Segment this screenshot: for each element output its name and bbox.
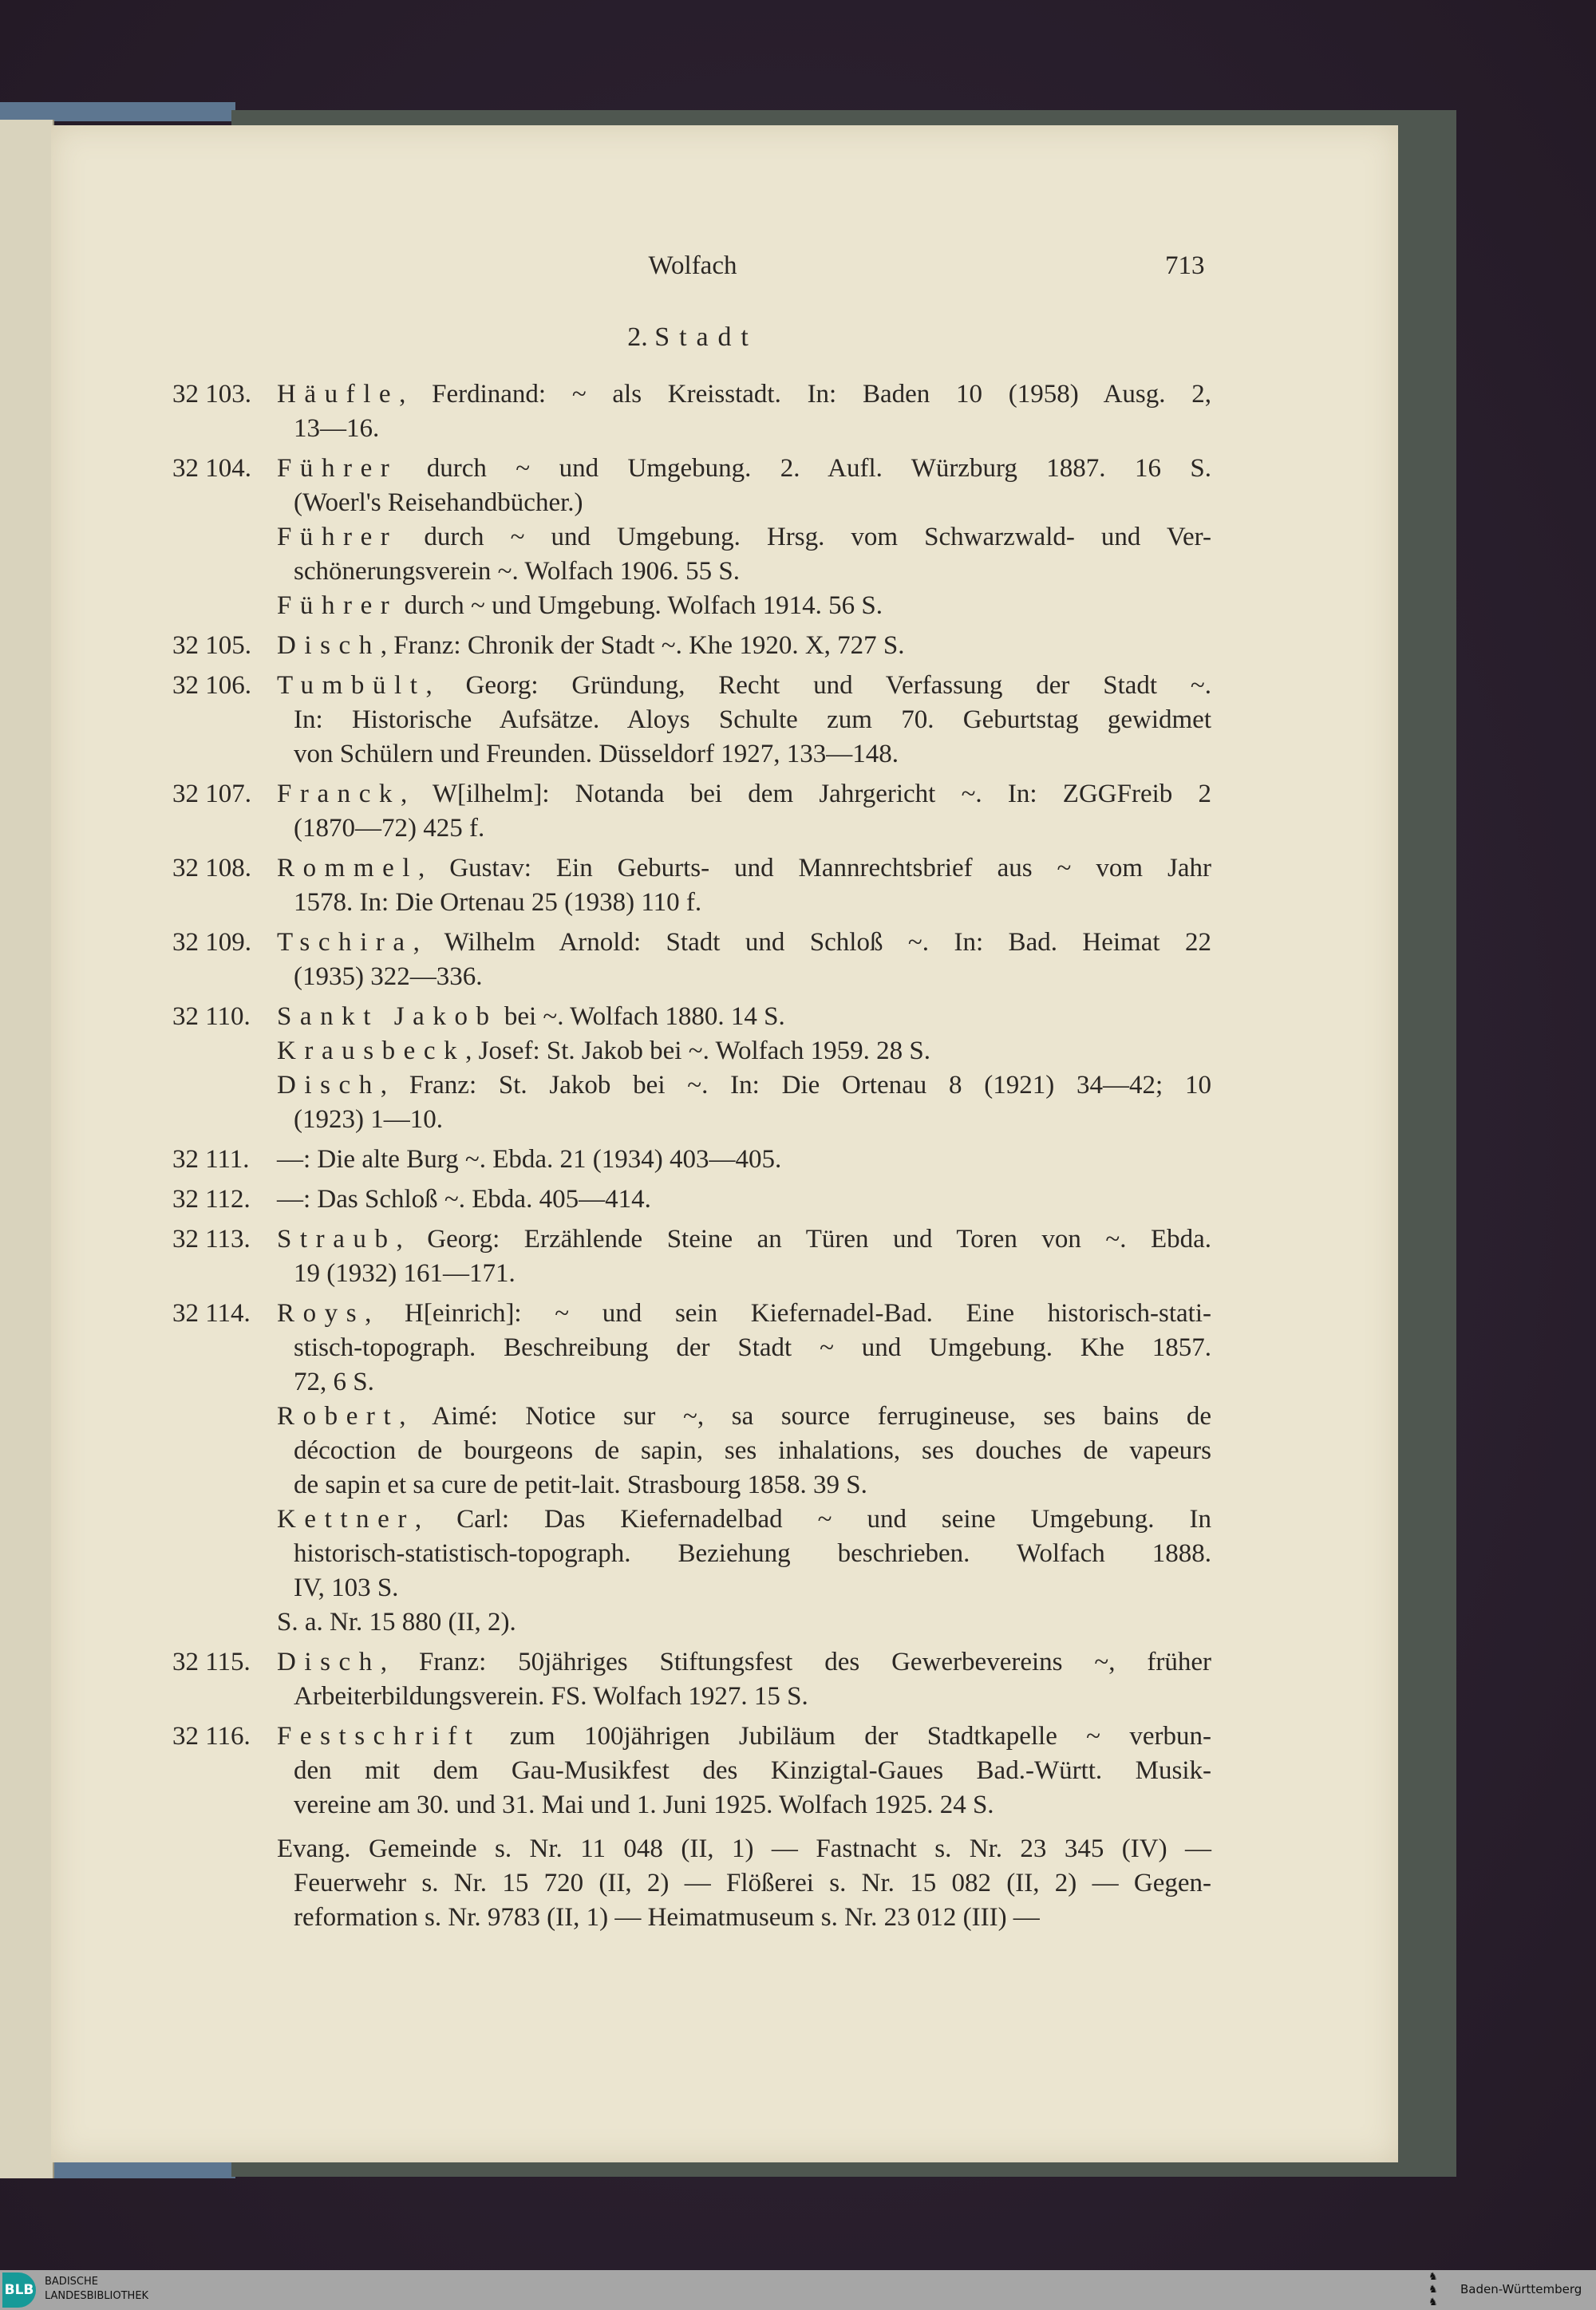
entry-line (277, 1297, 1211, 1331)
author-name: Krausbeck (277, 1037, 466, 1065)
entry-text: durch ~ und Umgebung. Hrsg. vom Schwarzwald- und Ver- (397, 523, 1211, 551)
entry-text: , Gustav: Ein Geburts- und Mannrechtsbrief aus ~ vom Jahr (418, 854, 1211, 883)
entry-number: 32 110. (172, 1002, 251, 1031)
author-name: Rommel (277, 854, 419, 883)
entry-line: (1923) 1—10. (294, 1105, 443, 1134)
entry-line: décoction de bourgeons de sapin, ses inhalations, ses douches de vapeurs (294, 1436, 1211, 1465)
entry-line: 13—16. (294, 414, 380, 443)
entry-number: 32 103. (172, 380, 251, 409)
entry-number: 32 113. (172, 1225, 251, 1254)
entry-paragraph (277, 669, 1211, 772)
bibliography-entry (172, 1645, 1211, 1714)
entry-line (277, 1605, 1211, 1640)
entry-paragraph (277, 1183, 1211, 1217)
entry-line (277, 1000, 1211, 1034)
entry-line (277, 629, 1211, 663)
entry-number: 32 107. (172, 780, 251, 808)
entry-paragraph (277, 1605, 1211, 1640)
entry-paragraph (277, 1400, 1211, 1502)
entry-paragraph (277, 851, 1211, 920)
entry-number: 32 115. (172, 1648, 251, 1676)
entry-paragraph (277, 1720, 1211, 1822)
library-name-line1: BADISCHE (45, 2276, 98, 2288)
bibliography-entry (172, 629, 1211, 663)
bibliography-entry (172, 1222, 1211, 1291)
facing-page-edge (0, 120, 54, 2178)
entry-line: reformation s. Nr. 9783 (II, 1) — Heimatmuseum s. Nr. 23 012 (III) — (294, 1903, 1040, 1932)
author-name: Tumbült (277, 671, 426, 700)
entry-line: Feuerwehr s. Nr. 15 720 (II, 2) — Flößerei s. Nr. 15 082 (II, 2) — Gegen- (294, 1869, 1211, 1897)
entry-paragraph (277, 1832, 1211, 1935)
entry-text: bei ~. Wolfach 1880. 14 S. (497, 1002, 785, 1031)
entry-line: 72, 6 S. (294, 1368, 374, 1396)
blb-logo[interactable]: BLB (2, 2272, 36, 2308)
footer-bar (0, 2270, 1596, 2310)
entry-line: 19 (1932) 161—171. (294, 1259, 516, 1288)
bibliography-entry (172, 1720, 1211, 1935)
entry-paragraph (277, 1645, 1211, 1714)
entry-line (277, 452, 1211, 486)
entry-line: (1935) 322—336. (294, 962, 483, 991)
bibliography-entry (172, 669, 1211, 772)
author-name: Straub (277, 1225, 397, 1254)
entry-paragraph (277, 1000, 1211, 1034)
author-name: Disch (277, 1071, 381, 1100)
entry-paragraph (277, 1502, 1211, 1605)
entry-text: , Georg: Gründung, Recht und Verfassung der Stadt ~. (425, 671, 1211, 700)
entry-text: , Franz: St. Jakob bei ~. In: Die Ortenau 8 (1921) 34—42; 10 (380, 1071, 1211, 1100)
bibliography-entry (172, 1183, 1211, 1217)
entry-line (277, 851, 1211, 886)
author-name: Disch (277, 631, 381, 660)
entry-paragraph (277, 377, 1211, 446)
entry-text: zum 100jährigen Jubiläum der Stadtkapelle ~ verbun- (480, 1722, 1211, 1751)
entry-number: 32 104. (172, 454, 251, 483)
entry-line (277, 1502, 1211, 1537)
entry-line (277, 1034, 1211, 1068)
entry-line: In: Historische Aufsätze. Aloys Schulte zum 70. Geburtstag gewidmet (294, 705, 1211, 734)
entry-line (277, 1400, 1211, 1434)
entry-paragraph (277, 589, 1211, 623)
author-name: Robert (277, 1402, 400, 1431)
entry-line (277, 1832, 1211, 1866)
entry-line: IV, 103 S. (294, 1574, 399, 1602)
entry-text: , Wilhelm Arnold: Stadt und Schloß ~. In: Bad. Heimat 22 (413, 928, 1211, 957)
entry-number: 32 108. (172, 854, 251, 883)
entry-text: , H[einrich]: ~ und sein Kiefernadel-Bad. Eine historisch-stati- (365, 1299, 1211, 1328)
author-name: Kettner (277, 1505, 415, 1534)
entry-text: , Josef: St. Jakob bei ~. Wolfach 1959. 28 S. (465, 1037, 931, 1065)
entry-number: 32 109. (172, 928, 251, 957)
entry-line: stisch-topograph. Beschreibung der Stadt ~ und Umgebung. Khe 1857. (294, 1333, 1211, 1362)
entry-number: 32 116. (172, 1722, 251, 1751)
entry-text: durch ~ und Umgebung. 2. Aufl. Würzburg 1887. 16 S. (397, 454, 1211, 483)
entry-paragraph (277, 1297, 1211, 1400)
bibliography-entry (172, 1143, 1211, 1177)
entry-paragraph (277, 629, 1211, 663)
entry-line (277, 377, 1211, 412)
author-name: Führer (277, 591, 398, 620)
entry-line: de sapin et sa cure de petit-lait. Strasbourg 1858. 39 S. (294, 1471, 867, 1499)
library-name-line2: LANDESBIBLIOTHEK (45, 2290, 149, 2302)
entry-paragraph (277, 1143, 1211, 1177)
bibliography-entry (172, 851, 1211, 920)
entry-line: schönerungsverein ~. Wolfach 1906. 55 S. (294, 557, 740, 586)
section-title-text: Stadt (654, 322, 758, 352)
entry-line: Arbeiterbildungsverein. FS. Wolfach 1927. 15 S. (294, 1682, 808, 1711)
author-name: Tschira (277, 928, 413, 957)
author-name: Festschrift (277, 1722, 481, 1751)
entry-line (277, 1068, 1211, 1103)
entry-text: —: Die alte Burg ~. Ebda. 21 (1934) 403—405. (277, 1145, 782, 1174)
entry-line (277, 589, 1211, 623)
library-name (45, 2275, 148, 2304)
entry-text: , Franz: Chronik der Stadt ~. Khe 1920. X, 727 S. (380, 631, 905, 660)
entry-paragraph (277, 926, 1211, 994)
entry-line: den mit dem Gau-Musikfest des Kinzigtal-Gaues Bad.-Württ. Musik- (294, 1756, 1211, 1785)
entry-line (277, 1720, 1211, 1754)
entry-number: 32 111. (172, 1145, 250, 1174)
book-cover-edge (0, 102, 235, 121)
page-number: 713 (1165, 251, 1205, 280)
entry-text: —: Das Schloß ~. Ebda. 405—414. (277, 1185, 651, 1214)
bibliography-list (172, 377, 1211, 1941)
entry-number: 32 114. (172, 1299, 251, 1328)
author-name: Häufle (277, 380, 400, 409)
bibliography-entry (172, 926, 1211, 994)
entry-line (277, 1222, 1211, 1257)
section-title (51, 322, 1334, 353)
author-name: Franck (277, 780, 401, 808)
entry-paragraph (277, 1222, 1211, 1291)
entry-paragraph (277, 1034, 1211, 1068)
entry-text: , Georg: Erzählende Steine an Türen und Toren von ~. Ebda. (396, 1225, 1211, 1254)
bibliography-entry (172, 1000, 1211, 1137)
bibliography-entry (172, 777, 1211, 846)
bibliography-entry (172, 1297, 1211, 1640)
entry-line (277, 1183, 1211, 1217)
entry-number: 32 112. (172, 1185, 251, 1214)
section-number: 2. (627, 322, 648, 352)
state-name[interactable]: Baden-Württemberg (1460, 2282, 1582, 2296)
entry-line: (1870—72) 425 f. (294, 814, 485, 843)
entry-line: von Schülern und Freunden. Düsseldorf 1927, 133—148. (294, 740, 899, 768)
entry-text: Evang. Gemeinde s. Nr. 11 048 (II, 1) — Fastnacht s. Nr. 23 345 (IV) — (277, 1834, 1211, 1863)
entry-line: 1578. In: Die Ortenau 25 (1938) 110 f. (294, 888, 702, 917)
entry-paragraph (277, 520, 1211, 589)
author-name: Führer (277, 454, 398, 483)
entry-line (277, 1645, 1211, 1680)
entry-line (277, 520, 1211, 555)
entry-line (277, 926, 1211, 960)
lions-crest-icon: ♞ ♞ ♞ (1428, 2271, 1438, 2308)
entry-number: 32 105. (172, 631, 251, 660)
entry-line (277, 777, 1211, 811)
entry-text: durch ~ und Umgebung. Wolfach 1914. 56 S. (397, 591, 883, 620)
author-name: Führer (277, 523, 398, 551)
entry-number: 32 106. (172, 671, 251, 700)
entry-line: vereine am 30. und 31. Mai und 1. Juni 1925. Wolfach 1925. 24 S. (294, 1791, 994, 1819)
entry-text: , Aimé: Notice sur ~, sa source ferrugineuse, ses bains de (399, 1402, 1211, 1431)
entry-text: , W[ilhelm]: Notanda bei dem Jahrgericht ~. In: ZGGFreib 2 (401, 780, 1211, 808)
author-name: Disch (277, 1648, 381, 1676)
entry-paragraph (277, 777, 1211, 846)
entry-text: , Franz: 50jähriges Stiftungsfest des Gewerbevereins ~, früher (380, 1648, 1211, 1676)
entry-paragraph (277, 1068, 1211, 1137)
bibliography-entry (172, 377, 1211, 446)
entry-line: historisch-statistisch-topograph. Beziehung beschrieben. Wolfach 1888. (294, 1539, 1211, 1568)
author-name: Roys (277, 1299, 365, 1328)
running-head: Wolfach (648, 251, 737, 280)
entry-line (277, 669, 1211, 703)
author-name: Sankt Jakob (277, 1002, 498, 1031)
entry-text: S. a. Nr. 15 880 (II, 2). (277, 1608, 516, 1637)
entry-text: , Ferdinand: ~ als Kreisstadt. In: Baden 10 (1958) Ausg. 2, (399, 380, 1211, 409)
bibliography-entry (172, 452, 1211, 623)
entry-line: (Woerl's Reisehandbücher.) (294, 488, 583, 517)
entry-line (277, 1143, 1211, 1177)
entry-text: , Carl: Das Kiefernadelbad ~ und seine Umgebung. In (414, 1505, 1211, 1534)
entry-paragraph (277, 452, 1211, 520)
